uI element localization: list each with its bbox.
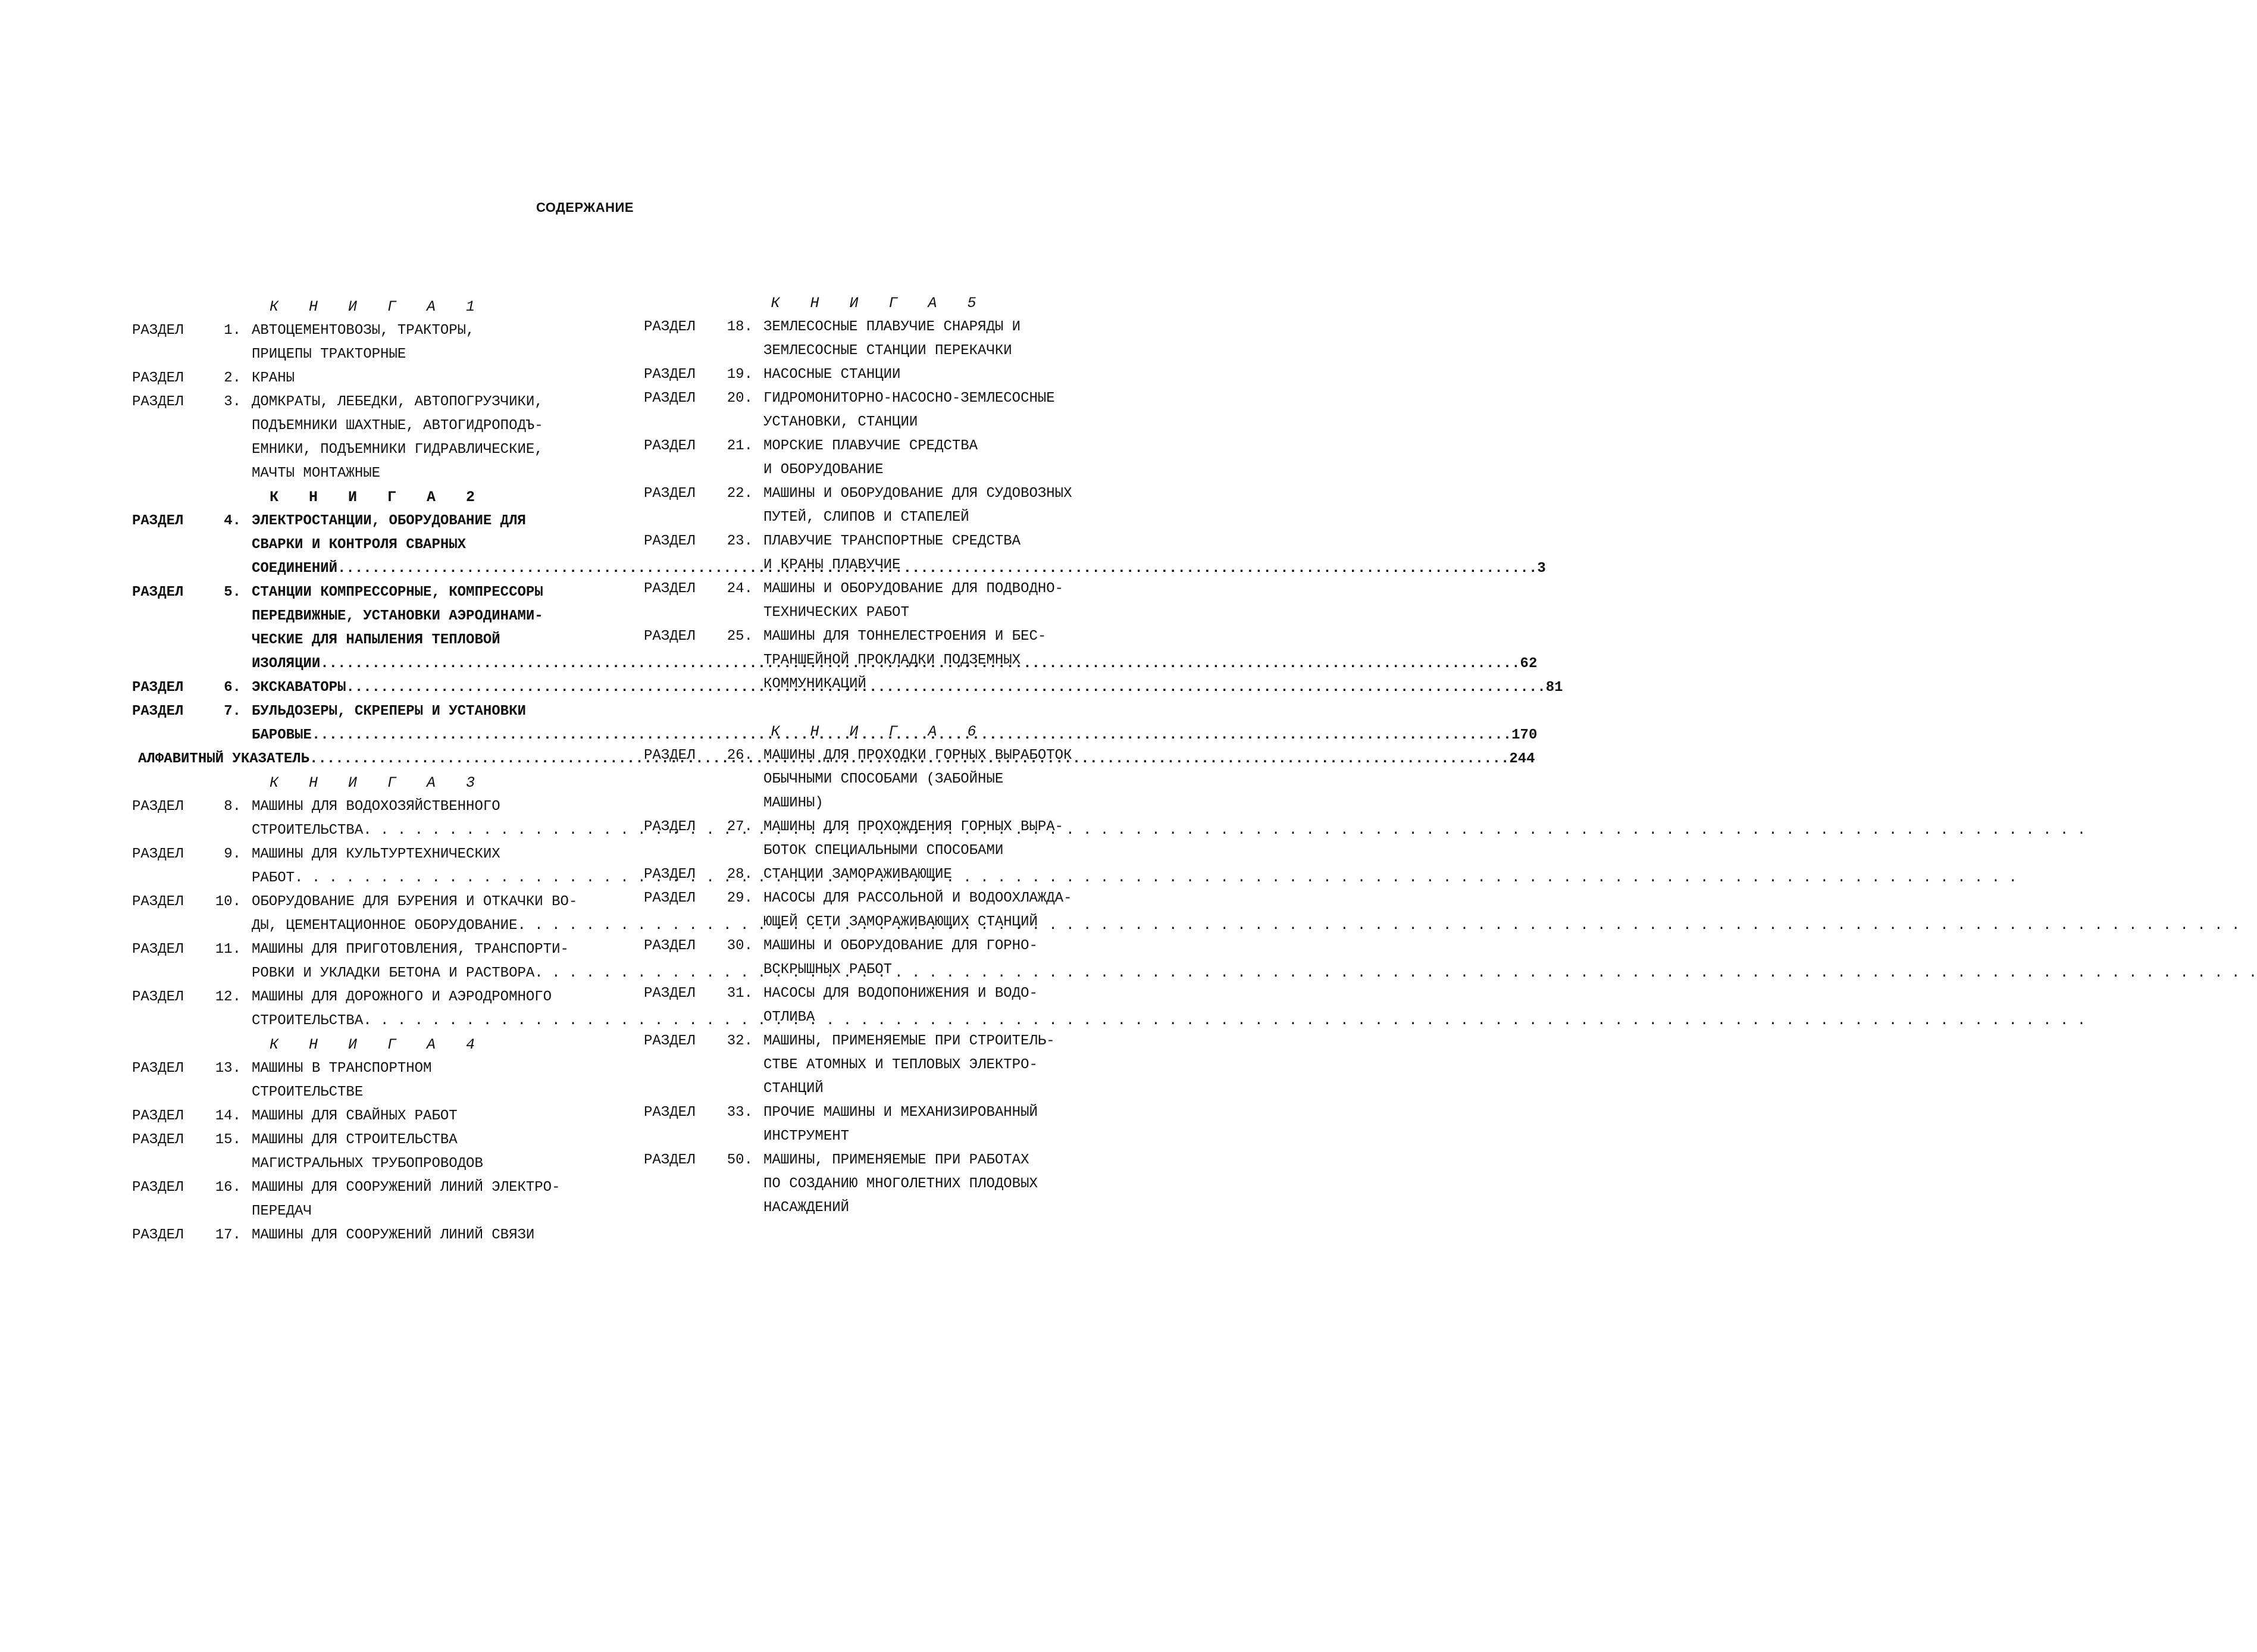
section-label: РАЗДЕЛ <box>644 533 696 549</box>
title-text: ПЕРЕДВИЖНЫЕ, УСТАНОВКИ АЭРОДИНАМИ- <box>252 608 543 624</box>
section-title-line <box>763 434 1114 458</box>
section-title-line <box>252 462 623 486</box>
toc-entry[interactable] <box>132 890 623 938</box>
title-text: МАШИНЫ И ОБОРУДОВАНИЕ ДЛЯ ПОДВОДНО- <box>763 581 1064 597</box>
section-title <box>763 625 1114 696</box>
title-text: И ОБОРУДОВАНИЕ <box>763 462 884 478</box>
toc-entry[interactable] <box>644 530 1114 577</box>
section-label: РАЗДЕЛ <box>644 581 696 597</box>
section-label: РАЗДЕЛ <box>644 866 696 883</box>
title-text: ПО СОЗДАНИЮ МНОГОЛЕТНИХ ПЛОДОВЫХ <box>763 1176 1038 1192</box>
toc-entry[interactable] <box>132 390 623 486</box>
toc-entry[interactable] <box>132 1057 623 1105</box>
toc-entry[interactable] <box>644 982 1114 1030</box>
section-title <box>252 938 2257 985</box>
section-title-line <box>252 343 623 367</box>
section-label: РАЗДЕЛ <box>132 394 184 410</box>
title-text: МАШИНЫ И ОБОРУДОВАНИЕ ДЛЯ СУДОВОЗНЫХ <box>763 486 1072 502</box>
section-title-line <box>252 367 623 390</box>
section-title-line <box>252 1009 2086 1033</box>
section-number: 32. <box>727 1033 753 1049</box>
toc-right-column <box>644 292 1114 1220</box>
section-title-line <box>763 1006 1114 1030</box>
section-title-line <box>763 744 1114 768</box>
title-text: МАЧТЫ МОНТАЖНЫЕ <box>252 465 381 481</box>
section-title <box>252 319 623 367</box>
section-title <box>252 1128 623 1176</box>
section-label: РАЗДЕЛ <box>132 799 184 815</box>
section-title-line <box>252 962 2257 985</box>
toc-entry[interactable] <box>644 577 1114 625</box>
section-title-line <box>252 390 623 414</box>
section-title-line <box>252 1152 623 1176</box>
section-title-line <box>763 1149 1114 1172</box>
title-text: ВСКРЫШНЫХ РАБОТ <box>763 962 893 978</box>
section-number: 25. <box>727 628 753 644</box>
section-title-line <box>763 839 1114 863</box>
toc-entry[interactable] <box>644 434 1114 482</box>
toc-entry[interactable] <box>132 1224 623 1247</box>
title-text: ОБЫЧНЫМИ СПОСОБАМИ (ЗАБОЙНЫЕ <box>763 771 1004 787</box>
section-title <box>763 982 1114 1030</box>
section-number: 17. <box>215 1227 241 1243</box>
section-title <box>763 434 1114 482</box>
section-title-line <box>763 1101 1114 1125</box>
title-text: ТРАНШЕЙНОЙ ПРОКЛАДКИ ПОДЗЕМНЫХ <box>763 652 1021 668</box>
title-text: ДОМКРАТЫ, ЛЕБЕДКИ, АВТОПОГРУЗЧИКИ, <box>252 394 543 410</box>
title-text: РОВКИ И УКЛАДКИ БЕТОНА И РАСТВОРА <box>252 965 535 981</box>
toc-entry[interactable] <box>644 1149 1114 1220</box>
toc-entry[interactable] <box>644 887 1114 934</box>
toc-entry[interactable] <box>644 1101 1114 1149</box>
title-text: АВТОЦЕМЕНТОВОЗЫ, ТРАКТОРЫ, <box>252 323 475 339</box>
section-title <box>763 887 1114 934</box>
section-number: 7. <box>224 703 241 719</box>
book-heading: К Н И Г А 1 <box>269 298 486 315</box>
section-label: РАЗДЕЛ <box>644 367 696 383</box>
section-title-line <box>252 1081 623 1105</box>
section-number: 30. <box>727 938 753 954</box>
section-number: 5. <box>224 584 241 600</box>
section-title <box>763 863 1114 887</box>
section-number: 26. <box>727 747 753 764</box>
title-text: МАШИНЫ ДЛЯ СТРОИТЕЛЬСТВА <box>252 1132 458 1148</box>
title-text: БАРОВЫЕ <box>252 727 312 743</box>
section-title <box>763 530 1114 577</box>
section-label: РАЗДЕЛ <box>132 680 184 696</box>
section-title-line <box>763 339 1114 363</box>
page-title: СОДЕРЖАНИЕ <box>536 200 634 215</box>
section-title-line <box>763 1196 1114 1220</box>
title-text: ИЗОЛЯЦИИ <box>252 656 321 672</box>
section-title-line <box>763 768 1114 791</box>
section-label: РАЗДЕЛ <box>132 370 184 386</box>
title-text: МОРСКИЕ ПЛАВУЧИЕ СРЕДСТВА <box>763 438 978 454</box>
section-number: 12. <box>215 989 241 1005</box>
section-label: РАЗДЕЛ <box>644 628 696 644</box>
book-heading: К Н И Г А 6 <box>771 723 987 740</box>
section-title-line <box>763 1125 1114 1149</box>
section-title <box>252 843 2017 890</box>
title-text: КРАНЫ <box>252 370 295 386</box>
section-title-line <box>252 1057 623 1081</box>
section-label: РАЗДЕЛ <box>132 989 184 1005</box>
section-title-line <box>252 843 2017 866</box>
title-text: СТРОИТЕЛЬСТВЕ <box>252 1084 364 1100</box>
section-title-line <box>763 887 1114 911</box>
section-title-line <box>252 1105 623 1128</box>
title-text: ИНСТРУМЕНТ <box>763 1128 850 1144</box>
dot-leader <box>363 1009 2086 1033</box>
section-title <box>763 1149 1114 1220</box>
section-number: 29. <box>727 890 753 906</box>
section-title-line <box>763 815 1114 839</box>
title-text: МАШИНЫ ДЛЯ ДОРОЖНОГО И АЭРОДРОМНОГО <box>252 989 552 1005</box>
section-title-line <box>763 649 1114 672</box>
title-text: И КРАНЫ ПЛАВУЧИЕ <box>763 557 901 573</box>
title-text: КОММУНИКАЦИЙ <box>763 676 866 692</box>
section-label: РАЗДЕЛ <box>132 894 184 910</box>
toc-entry[interactable] <box>132 985 623 1033</box>
toc-entry[interactable] <box>644 1030 1114 1101</box>
section-number: 15. <box>215 1132 241 1148</box>
title-text: МАШИНЫ ДЛЯ СООРУЖЕНИЙ ЛИНИЙ СВЯЗИ <box>252 1227 535 1243</box>
index-text: АЛФАВИТНЫЙ УКАЗАТЕЛЬ <box>138 751 310 767</box>
title-text: ЭЛЕКТРОСТАНЦИИ, ОБОРУДОВАНИЕ ДЛЯ <box>252 513 526 529</box>
section-number: 21. <box>727 438 753 454</box>
section-label: РАЗДЕЛ <box>644 985 696 1002</box>
title-text: ПОДЪЕМНИКИ ШАХТНЫЕ, АВТОГИДРОПОДЪ- <box>252 418 543 434</box>
title-text: СТВЕ АТОМНЫХ И ТЕПЛОВЫХ ЭЛЕКТРО- <box>763 1057 1038 1073</box>
section-title <box>252 1057 623 1105</box>
title-text: БОТОК СПЕЦИАЛЬНЫМИ СПОСОБАМИ <box>763 843 1004 859</box>
title-text: ПЕРЕДАЧ <box>252 1203 312 1219</box>
section-label: РАЗДЕЛ <box>132 703 184 719</box>
title-text: МАШИНЫ В ТРАНСПОРТНОМ <box>252 1060 432 1077</box>
section-title <box>252 367 623 390</box>
section-number: 24. <box>727 581 753 597</box>
section-number: 16. <box>215 1179 241 1196</box>
section-label: РАЗДЕЛ <box>132 513 184 529</box>
section-title <box>763 744 1114 815</box>
title-text: МАШИНЫ ДЛЯ ВОДОХОЗЯЙСТВЕННОГО <box>252 799 500 815</box>
section-number: 27. <box>727 819 753 835</box>
title-text: СВАРКИ И КОНТРОЛЯ СВАРНЫХ <box>252 537 467 553</box>
title-text: МАШИНЫ ДЛЯ ТОННЕЛЕСТРОЕНИЯ И БЕС- <box>763 628 1047 644</box>
section-title-line <box>252 1128 623 1152</box>
title-text: СТРОИТЕЛЬСТВА <box>252 1013 364 1029</box>
section-label: РАЗДЕЛ <box>132 941 184 958</box>
section-title-line <box>252 890 2240 914</box>
toc-entry[interactable] <box>132 319 623 367</box>
section-title-line <box>763 934 1114 958</box>
section-title-line <box>252 414 623 438</box>
section-label: РАЗДЕЛ <box>132 1060 184 1077</box>
section-number: 18. <box>727 319 753 335</box>
book-heading: К Н И Г А 2 <box>269 489 486 506</box>
section-number: 31. <box>727 985 753 1002</box>
title-text: НАСОСНЫЕ СТАНЦИИ <box>763 367 901 383</box>
section-title-line <box>252 938 2257 962</box>
title-text: МАШИНЫ ДЛЯ КУЛЬТУРТЕХНИЧЕСКИХ <box>252 846 500 862</box>
section-label: РАЗДЕЛ <box>132 1227 184 1243</box>
section-label: РАЗДЕЛ <box>132 1108 184 1124</box>
section-title-line <box>763 958 1114 982</box>
section-title-line <box>763 601 1114 625</box>
toc-entry[interactable] <box>644 482 1114 530</box>
title-text: МАШИНЫ, ПРИМЕНЯЕМЫЕ ПРИ СТРОИТЕЛЬ- <box>763 1033 1055 1049</box>
toc-entry[interactable] <box>132 938 623 985</box>
section-title-line <box>252 914 2240 938</box>
section-number: 20. <box>727 390 753 406</box>
section-title <box>763 363 1114 387</box>
section-number: 33. <box>727 1105 753 1121</box>
section-label: РАЗДЕЛ <box>132 1132 184 1148</box>
section-title-line <box>763 863 1114 887</box>
title-text: СТАНЦИИ ЗАМОРАЖИВАЮЩИЕ <box>763 866 952 883</box>
toc-entry[interactable] <box>644 315 1114 363</box>
dot-leader <box>295 866 2017 890</box>
section-number: 10. <box>215 894 241 910</box>
title-text: ГИДРОМОНИТОРНО-НАСОСНО-ЗЕМЛЕСОСНЫЕ <box>763 390 1055 406</box>
book-heading: К Н И Г А 4 <box>269 1036 486 1053</box>
title-text: МАШИНЫ ДЛЯ ПРИГОТОВЛЕНИЯ, ТРАНСПОРТИ- <box>252 941 569 958</box>
section-label: РАЗДЕЛ <box>644 1105 696 1121</box>
section-label: РАЗДЕЛ <box>132 1179 184 1196</box>
section-title-line <box>763 458 1114 482</box>
section-number: 22. <box>727 486 753 502</box>
section-title-line <box>252 795 2086 819</box>
section-number: 14. <box>215 1108 241 1124</box>
toc-entry[interactable] <box>644 387 1114 434</box>
page-number: 3 <box>1537 561 1546 577</box>
section-title-line <box>763 1030 1114 1053</box>
section-number: 3. <box>224 394 241 410</box>
section-number: 8. <box>224 799 241 815</box>
book-heading: К Н И Г А 5 <box>771 295 987 312</box>
title-text: СТАНЦИИ КОМПРЕССОРНЫЕ, КОМПРЕССОРЫ <box>252 584 543 600</box>
title-text: ОБОРУДОВАНИЕ ДЛЯ БУРЕНИЯ И ОТКАЧКИ ВО- <box>252 894 578 910</box>
section-title <box>252 985 2086 1033</box>
section-title-line <box>763 625 1114 649</box>
section-title <box>763 315 1114 363</box>
toc-entry[interactable] <box>132 1176 623 1224</box>
title-text: ПУТЕЙ, СЛИПОВ И СТАПЕЛЕЙ <box>763 509 969 525</box>
section-title-line <box>763 577 1114 601</box>
section-title-line <box>252 1176 623 1200</box>
section-title-line <box>763 1053 1114 1077</box>
section-label: РАЗДЕЛ <box>644 1152 696 1168</box>
page-number: 62 <box>1520 656 1538 672</box>
section-title-line <box>763 791 1114 815</box>
title-text: МАШИНЫ ДЛЯ ПРОХОЖДЕНИЯ ГОРНЫХ ВЫРА- <box>763 819 1064 835</box>
section-title-line <box>252 819 2086 843</box>
section-label: РАЗДЕЛ <box>644 890 696 906</box>
section-title <box>763 577 1114 625</box>
toc-entry[interactable] <box>132 1105 623 1128</box>
spacer <box>644 696 1114 720</box>
toc-entry[interactable] <box>644 363 1114 387</box>
section-number: 4. <box>224 513 241 529</box>
section-number: 6. <box>224 680 241 696</box>
section-number: 9. <box>224 846 241 862</box>
toc-entry[interactable] <box>644 625 1114 696</box>
title-text: РАБОТ <box>252 870 295 886</box>
title-text: НАСОСЫ ДЛЯ РАССОЛЬНОЙ И ВОДООХЛАЖДА- <box>763 890 1072 906</box>
title-text: ЭКСКАВАТОРЫ <box>252 680 346 696</box>
title-text: СТАНЦИЙ <box>763 1081 824 1097</box>
section-label: РАЗДЕЛ <box>132 584 184 600</box>
toc-entry[interactable] <box>132 367 623 390</box>
section-title-line <box>763 363 1114 387</box>
section-title-line <box>763 553 1114 577</box>
toc-entry[interactable] <box>644 744 1114 815</box>
section-label: РАЗДЕЛ <box>644 486 696 502</box>
section-title-line <box>252 866 2017 890</box>
section-label: РАЗДЕЛ <box>644 938 696 954</box>
toc-entry[interactable] <box>644 863 1114 887</box>
title-text: СОЕДИНЕНИЙ <box>252 561 338 577</box>
dot-leader <box>363 819 2086 843</box>
section-title <box>763 934 1114 982</box>
section-label: РАЗДЕЛ <box>644 319 696 335</box>
section-title-line <box>763 411 1114 434</box>
title-text: ПЛАВУЧИЕ ТРАНСПОРТНЫЕ СРЕДСТВА <box>763 533 1021 549</box>
section-title-line <box>252 438 623 462</box>
page-number: 244 <box>1509 751 1535 767</box>
section-title <box>252 1176 623 1224</box>
section-title-line <box>763 530 1114 553</box>
section-label: РАЗДЕЛ <box>644 819 696 835</box>
title-text: СТРОИТЕЛЬСТВА <box>252 822 364 838</box>
section-title <box>763 1030 1114 1101</box>
section-title-line <box>252 1224 623 1247</box>
title-text: МАШИНЫ ДЛЯ ПРОХОДКИ ГОРНЫХ ВЫРАБОТОК <box>763 747 1072 764</box>
section-label: РАЗДЕЛ <box>644 1033 696 1049</box>
page-number: 170 <box>1511 727 1538 743</box>
section-title-line <box>763 315 1114 339</box>
section-label: РАЗДЕЛ <box>132 846 184 862</box>
title-text: МАШИНЫ ДЛЯ СООРУЖЕНИЙ ЛИНИЙ ЭЛЕКТРО- <box>252 1179 561 1196</box>
section-title-line <box>252 1200 623 1224</box>
section-number: 28. <box>727 866 753 883</box>
title-text: МАШИНЫ, ПРИМЕНЯЕМЫЕ ПРИ РАБОТАХ <box>763 1152 1029 1168</box>
title-text: МАШИНЫ ДЛЯ СВАЙНЫХ РАБОТ <box>252 1108 458 1124</box>
title-text: НАСОСЫ ДЛЯ ВОДОПОНИЖЕНИЯ И ВОДО- <box>763 985 1038 1002</box>
title-text: УСТАНОВКИ, СТАНЦИИ <box>763 414 918 430</box>
section-title-line <box>763 506 1114 530</box>
section-title <box>252 890 2240 938</box>
title-text: ЮЩЕЙ СЕТИ ЗАМОРАЖИВАЮЩИХ СТАНЦИЙ <box>763 914 1038 930</box>
section-title-line <box>763 1172 1114 1196</box>
section-title <box>763 387 1114 434</box>
section-title-line <box>763 1077 1114 1101</box>
title-text: БУЛЬДОЗЕРЫ, СКРЕПЕРЫ И УСТАНОВКИ <box>252 703 526 719</box>
section-title <box>252 795 2086 843</box>
section-label: РАЗДЕЛ <box>644 390 696 406</box>
title-text: МАШИНЫ И ОБОРУДОВАНИЕ ДЛЯ ГОРНО- <box>763 938 1038 954</box>
section-title-line <box>763 387 1114 411</box>
section-title-line <box>763 982 1114 1006</box>
section-title <box>763 815 1114 863</box>
section-title <box>252 390 623 486</box>
section-number: 50. <box>727 1152 753 1168</box>
section-title <box>763 482 1114 530</box>
section-title <box>252 1105 623 1128</box>
toc-entry[interactable] <box>132 1128 623 1176</box>
title-text: ДЫ, ЦЕМЕНТАЦИОННОЕ ОБОРУДОВАНИЕ <box>252 918 518 934</box>
title-text: НАСАЖДЕНИЙ <box>763 1200 850 1216</box>
page-number: 81 <box>1545 680 1563 696</box>
title-text: ОТЛИВА <box>763 1009 815 1025</box>
section-title-line <box>763 482 1114 506</box>
title-text: ЕМНИКИ, ПОДЪЕМНИКИ ГИДРАВЛИЧЕСКИЕ, <box>252 442 543 458</box>
section-number: 11. <box>215 941 241 958</box>
section-number: 19. <box>727 367 753 383</box>
title-text: ПРИЦЕПЫ ТРАКТОРНЫЕ <box>252 346 406 362</box>
section-title-line <box>763 911 1114 934</box>
title-text: ПРОЧИЕ МАШИНЫ И МЕХАНИЗИРОВАННЫЙ <box>763 1105 1038 1121</box>
toc-entry[interactable] <box>644 815 1114 863</box>
title-text: ТЕХНИЧЕСКИХ РАБОТ <box>763 605 909 621</box>
toc-entry[interactable] <box>132 843 623 890</box>
section-number: 2. <box>224 370 241 386</box>
section-title <box>763 1101 1114 1149</box>
section-label: РАЗДЕЛ <box>644 438 696 454</box>
section-title-line <box>252 985 2086 1009</box>
toc-entry[interactable] <box>644 934 1114 982</box>
section-number: 13. <box>215 1060 241 1077</box>
section-number: 1. <box>224 323 241 339</box>
title-text: ЗЕМЛЕСОСНЫЕ ПЛАВУЧИЕ СНАРЯДЫ И <box>763 319 1021 335</box>
section-number: 23. <box>727 533 753 549</box>
title-text: МАШИНЫ) <box>763 795 824 811</box>
toc-entry[interactable] <box>132 795 623 843</box>
section-label: РАЗДЕЛ <box>644 747 696 764</box>
section-title-line <box>763 672 1114 696</box>
book-heading: К Н И Г А 3 <box>269 774 486 791</box>
section-label: РАЗДЕЛ <box>132 323 184 339</box>
section-title-line <box>252 319 623 343</box>
title-text: МАГИСТРАЛЬНЫХ ТРУБОПРОВОДОВ <box>252 1156 483 1172</box>
section-title <box>252 1224 623 1247</box>
title-text: ЗЕМЛЕСОСНЫЕ СТАНЦИИ ПЕРЕКАЧКИ <box>763 343 1012 359</box>
title-text: ЧЕСКИЕ ДЛЯ НАПЫЛЕНИЯ ТЕПЛОВОЙ <box>252 632 500 648</box>
